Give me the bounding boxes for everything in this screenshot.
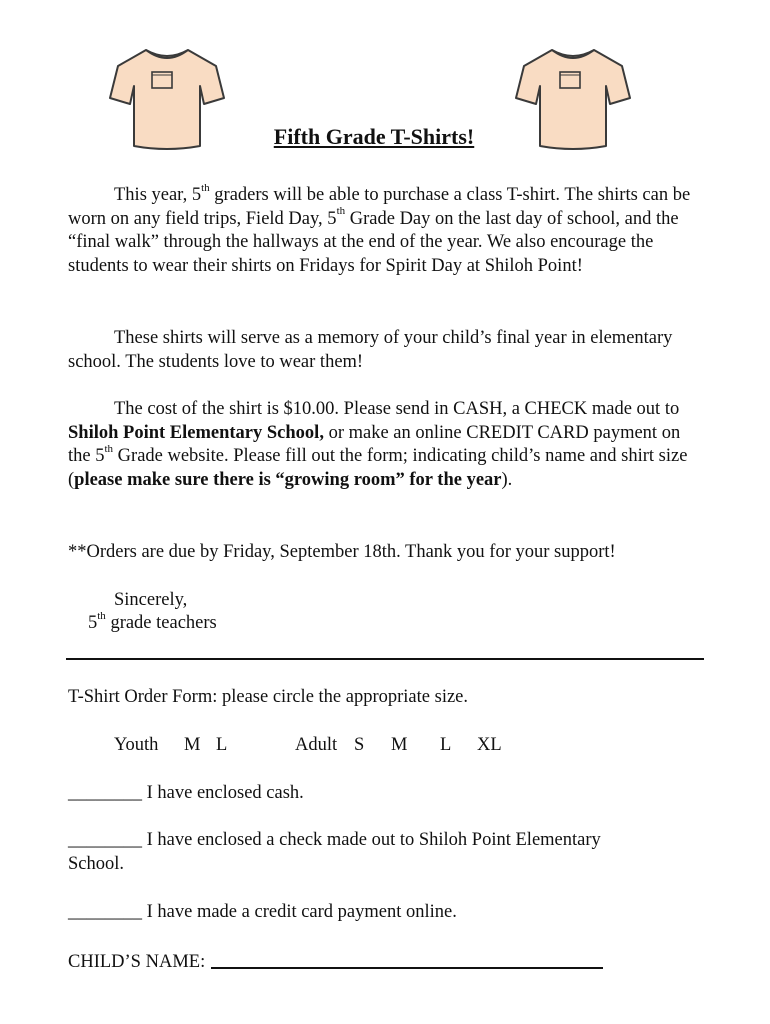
adult-size-m[interactable]: M (391, 735, 408, 755)
signature: 5th grade teachers (88, 609, 217, 633)
credit-checkbox-blank[interactable]: ________ (68, 902, 142, 922)
youth-label: Youth (114, 735, 159, 755)
cash-option: ________ I have enclosed cash. (68, 782, 728, 806)
memory-paragraph: These shirts will serve as a memory of your child’s final year in elementary school. The students love to wear them! (68, 328, 673, 372)
divider (66, 658, 704, 660)
adult-label: Adult (295, 735, 338, 755)
check-checkbox-blank[interactable]: ________ (68, 830, 142, 850)
check-option: ________ I have enclosed a check made out to Shiloh Point Elementary (68, 829, 728, 853)
order-form-heading: T-Shirt Order Form: please circle the appropriate size. (68, 687, 469, 707)
youth-size-m[interactable]: M (184, 735, 201, 755)
closing: Sincerely, (114, 590, 188, 610)
cash-checkbox-blank[interactable]: ________ (68, 783, 142, 803)
intro-paragraph: This year, 5th graders will be able to purchase a class T-shirt. The shirts can be worn on any field trips, Field Day, 5th Grade Day on the last day of school, and the “final walk” through the hallways at the end of the year. We also encourage the students to wear their shirts on Fridays for Spirit Day at Shiloh Point! (68, 181, 691, 276)
child-name-label: CHILD’S NAME: (68, 952, 206, 972)
adult-size-xl[interactable]: XL (477, 735, 502, 755)
cost-paragraph: The cost of the shirt is $10.00. Please send in CASH, a CHECK made out to Shiloh Point Elementary School, or make an online CREDIT CARD payment on the 5th Grade website. Please fill out the form; indicating child’s name and shirt size (please make sure there is “growing room” for the year). (68, 399, 688, 490)
check-option-continued: School. (68, 854, 125, 874)
credit-option: ________ I have made a credit card payment online. (68, 901, 728, 925)
child-name-field[interactable] (211, 949, 603, 969)
adult-size-s[interactable]: S (354, 735, 365, 755)
adult-size-l[interactable]: L (440, 735, 452, 755)
child-name-row (68, 949, 728, 975)
page-title: Fifth Grade T-Shirts! (273, 124, 475, 149)
due-date-note: **Orders are due by Friday, September 18th. Thank you for your support! (68, 542, 616, 562)
youth-size-l[interactable]: L (216, 735, 228, 755)
